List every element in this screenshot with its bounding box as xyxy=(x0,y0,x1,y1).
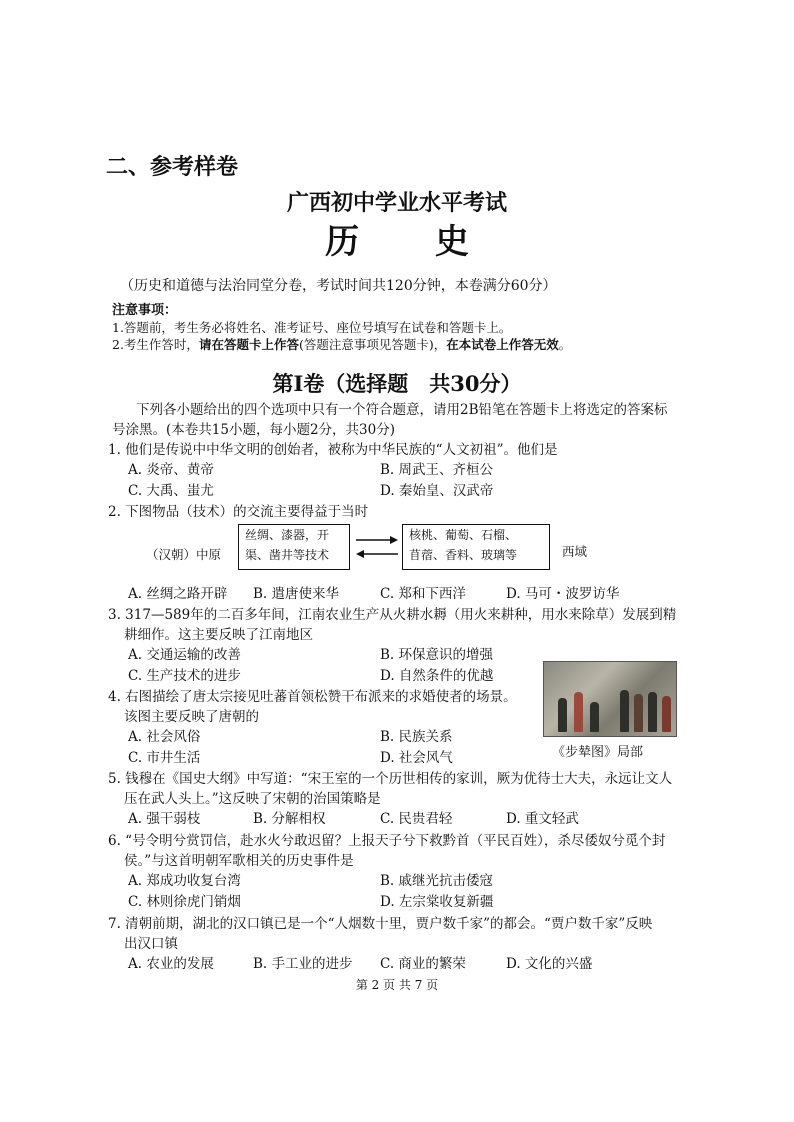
question-3-option-b: B. 环保意识的增强 xyxy=(380,647,494,663)
notes-line-2-part: 2.考生作答时， xyxy=(112,337,199,352)
painting-figure xyxy=(662,696,671,732)
question-7-stem-line-1: 7. 清朝前期，湖北的汉口镇已是一个“人烟数十里，贾户数千家”的都会。“贾户数千家”反映 xyxy=(108,916,653,932)
diagram-left-box xyxy=(238,524,350,570)
question-2-option-b: B. 遣唐使来华 xyxy=(253,586,340,602)
diagram-right-box-line: 苜蓿、香料、玻璃等 xyxy=(409,548,518,562)
question-4-stem-line-2: 该图主要反映了唐朝的 xyxy=(124,709,259,725)
arrow-left-head xyxy=(356,550,364,558)
instructions-line-2: 号涂黑。(本卷共15小题，每小题2分，共30分) xyxy=(112,422,395,438)
question-7-option-c: C. 商业的繁荣 xyxy=(380,956,466,972)
painting-figure xyxy=(574,692,583,732)
painting-figure xyxy=(648,692,657,732)
diagram-left-label: （汉朝）中原 xyxy=(146,547,222,562)
painting-figure xyxy=(634,694,643,732)
question-6-option-d: D. 左宗棠收复新疆 xyxy=(380,894,494,910)
question-7-option-a: A. 农业的发展 xyxy=(128,956,214,972)
question-3-option-d: D. 自然条件的优越 xyxy=(380,668,494,684)
question-7-stem-line-2: 出汉口镇 xyxy=(124,936,178,952)
question-4-stem-line-1: 4. 右图描绘了唐太宗接见吐蕃首领松赞干布派来的求婚使者的场景。 xyxy=(108,689,517,705)
diagram-right-box-line: 核桃、葡萄、石榴、 xyxy=(409,528,518,542)
notes-line-2-bold: 请在答题卡上作答 xyxy=(198,337,299,352)
question-6-stem-line-2: 侯。”与这首明朝军歌相关的历史事件是 xyxy=(124,853,354,869)
question-1-option-b: B. 周武王、齐桓公 xyxy=(380,462,494,478)
diagram-right-label: 西域 xyxy=(562,544,588,559)
painting-image xyxy=(543,661,677,737)
notes-line-2-part: 。 xyxy=(558,337,572,352)
question-2-option-a: A. 丝绸之路开辟 xyxy=(128,586,228,602)
question-2-option-c: C. 郑和下西洋 xyxy=(380,586,466,602)
question-3-stem-line-2: 耕细作。这主要反映了江南地区 xyxy=(124,627,313,643)
subject-title: 历 史 xyxy=(325,222,501,262)
exam-title: 广西初中学业水平考试 xyxy=(286,190,507,216)
painting-figure xyxy=(620,690,629,732)
question-1-option-d: D. 秦始皇、汉武帝 xyxy=(380,483,494,499)
question-6-option-c: C. 林则徐虎门销烟 xyxy=(128,894,241,910)
question-5-option-d: D. 重文轻武 xyxy=(506,811,579,827)
question-3-option-c: C. 生产技术的进步 xyxy=(128,668,241,684)
question-2-option-d: D. 马可・波罗访华 xyxy=(506,586,620,602)
question-2-stem: 2. 下图物品（技术）的交流主要得益于当时 xyxy=(108,504,369,520)
question-5-stem-line-2: 压在武人头上。”这反映了宋朝的治国策略是 xyxy=(124,791,381,807)
page-footer: 第 2 页 共 7 页 xyxy=(355,978,439,992)
diagram-left-box-line: 渠、凿井等技术 xyxy=(245,548,330,562)
question-5-stem-line-1: 5. 钱穆在《国史大纲》中写道：“宋王室的一个历世相传的家训，厥为优待士大夫，永远让文人 xyxy=(108,771,673,787)
question-4-option-a: A. 社会风俗 xyxy=(128,729,201,745)
question-4-option-d: D. 社会风气 xyxy=(380,750,453,766)
question-6-option-a: A. 郑成功收复台湾 xyxy=(128,873,241,889)
painting-figure xyxy=(590,702,599,732)
notes-line-2-bold: 在本试卷上作答无效 xyxy=(446,337,559,352)
painting-figure xyxy=(558,698,567,732)
question-1-option-c: C. 大禹、蚩尤 xyxy=(128,483,214,499)
diagram-left-box-line: 丝绸、漆器，开 xyxy=(245,528,330,542)
exam-subtitle: （历史和道德与法治同堂分卷，考试时间共120分钟，本卷满分60分） xyxy=(120,278,557,294)
question-6-stem-line-1: 6. “号令明兮赏罚信，赴水火兮敢迟留？上报天子兮下救黔首（平民百姓），杀尽倭奴兮觅个封 xyxy=(108,833,666,849)
notes-title: 注意事项： xyxy=(112,303,178,318)
question-7-option-b: B. 手工业的进步 xyxy=(253,956,353,972)
question-5-option-c: C. 民贵君轻 xyxy=(380,811,453,827)
question-3-stem-line-1: 3. 317—589年的二百多年间，江南农业生产从火耕水耨（用火来耕种，用水来除草）发展到精 xyxy=(108,607,677,623)
question-7-option-d: D. 文化的兴盛 xyxy=(506,956,593,972)
section-title: 二、参考样卷 xyxy=(106,154,239,180)
notes-line-1: 1.答题前，考生务必将姓名、准考证号、座位号填写在试卷和答题卡上。 xyxy=(112,320,512,335)
question-1-stem: 1. 他们是传说中中华文明的创始者，被称为中华民族的“人文初祖”。他们是 xyxy=(108,442,558,458)
question-5-option-a: A. 强干弱枝 xyxy=(128,811,201,827)
instructions-line-1: 下列各小题给出的四个选项中只有一个符合题意，请用2B铅笔在答题卡上将选定的答案标 xyxy=(136,402,668,418)
question-4-option-c: C. 市井生活 xyxy=(128,750,201,766)
question-3-option-a: A. 交通运输的改善 xyxy=(128,647,241,663)
painting-caption: 《步辇图》局部 xyxy=(552,745,644,760)
diagram-right-box xyxy=(402,524,550,570)
question-4-option-b: B. 民族关系 xyxy=(380,729,453,745)
part-title: 第Ⅰ卷（选择题 共30分） xyxy=(272,371,522,396)
question-1-option-a: A. 炎帝、黄帝 xyxy=(128,462,214,478)
question-6-option-b: B. 戚继光抗击倭寇 xyxy=(380,873,494,889)
notes-line-2 xyxy=(112,335,571,353)
arrow-right-head xyxy=(390,536,398,544)
notes-line-2-part: (答题注意事项见答题卡)， xyxy=(298,337,447,352)
exchange-arrows xyxy=(354,530,400,564)
question-5-option-b: B. 分解相权 xyxy=(253,811,326,827)
